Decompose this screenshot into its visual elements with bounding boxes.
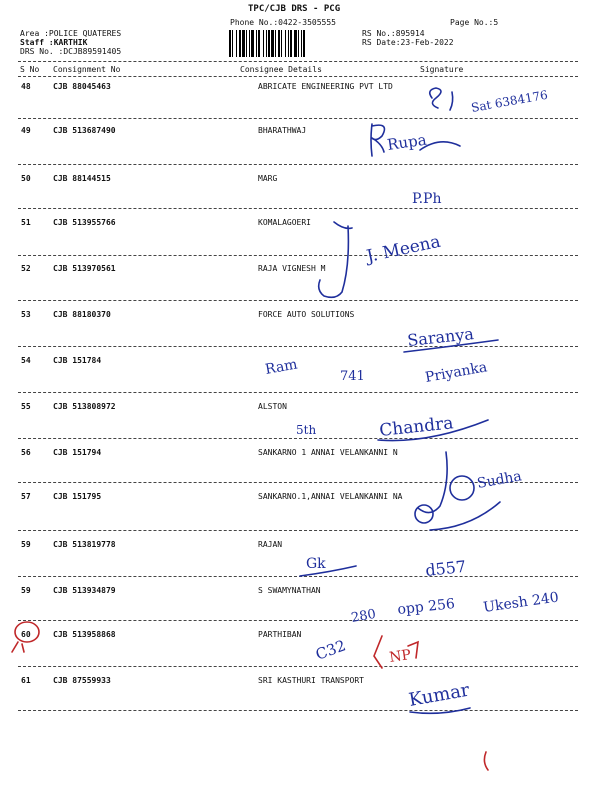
row-sno: 61 — [21, 676, 31, 685]
divider — [18, 61, 578, 62]
signature-53: Saranya — [406, 324, 475, 350]
table-row — [0, 174, 600, 186]
row-consignee: RAJAN — [258, 540, 283, 549]
signature-54a: Ram — [263, 356, 299, 378]
barcode — [229, 30, 353, 57]
row-consignee: S SWAMYNATHAN — [258, 586, 321, 595]
row-divider — [18, 666, 578, 667]
row-sno: 60 — [21, 630, 31, 639]
signature-55a: 5th — [296, 423, 317, 437]
staff-label: Staff :KARTHIK — [20, 38, 88, 47]
row-sno: 50 — [21, 174, 31, 183]
row-sno: 51 — [21, 218, 31, 227]
signature-50: P.Ph — [412, 191, 442, 207]
row-consignee: MARG — [258, 174, 278, 183]
table-row — [0, 402, 600, 414]
page-number: Page No.:5 — [450, 18, 499, 27]
drs-number: DRS No. :DCJB89591405 — [20, 47, 122, 56]
row-consignment-no: CJB 513687490 — [53, 126, 116, 135]
signature-60b: C32 — [313, 636, 349, 664]
row-sno: 57 — [21, 492, 31, 501]
row-sno: 49 — [21, 126, 31, 135]
table-row — [0, 126, 600, 138]
row-sno: 55 — [21, 402, 31, 411]
col-consignment: Consignment No — [53, 65, 121, 74]
row-divider — [18, 300, 578, 301]
row-sno: 53 — [21, 310, 31, 319]
row-sno: 56 — [21, 448, 31, 457]
signature-48: Sat 6384176 — [470, 87, 549, 115]
rs-date: RS Date:23-Feb-2022 — [362, 38, 454, 47]
row-consignee: SRI KASTHURI TRANSPORT — [258, 676, 364, 685]
signature-51: J. Meena — [364, 231, 443, 267]
signature-54c: Priyanka — [423, 359, 489, 386]
table-row — [0, 492, 600, 504]
table-row — [0, 218, 600, 230]
row-consignment-no: CJB 151794 — [53, 448, 102, 457]
area-label: Area :POLICE QUATERES — [20, 29, 122, 38]
signature-59d: Ukesh 240 — [482, 589, 560, 616]
signature-59b: d557 — [424, 556, 467, 580]
row-consignee: SANKARNO.1,ANNAI VELANKANNI NA — [258, 492, 403, 501]
row-consignment-no: CJB 151795 — [53, 492, 102, 501]
row-consignment-no: CJB 513970561 — [53, 264, 116, 273]
row-consignment-no: CJB 513934879 — [53, 586, 116, 595]
row-consignee: RAJA VIGNESH M — [258, 264, 326, 273]
table-row — [0, 264, 600, 276]
row-divider — [18, 118, 578, 119]
row-consignment-no: CJB 88180370 — [53, 310, 111, 319]
col-signature: Signature — [420, 65, 464, 74]
row-divider — [18, 438, 578, 439]
row-consignee: ABRICATE ENGINEERING PVT LTD — [258, 82, 393, 91]
row-consignment-no: CJB 513958868 — [53, 630, 116, 639]
row-consignment-no: CJB 87559933 — [53, 676, 111, 685]
np-mark: NP — [388, 647, 413, 666]
signature-56: Sudha — [475, 468, 523, 492]
row-divider — [18, 392, 578, 393]
signature-59c: opp 256 — [396, 596, 456, 618]
signature-60a: 280 — [350, 606, 378, 626]
row-sno: 54 — [21, 356, 31, 365]
col-consignee: Consignee Details — [240, 65, 322, 74]
row-consignee: FORCE AUTO SOLUTIONS — [258, 310, 355, 319]
signature-61: Kumar — [407, 679, 472, 711]
row-consignee: BHARATHWAJ — [258, 126, 307, 135]
table-row — [0, 630, 600, 642]
row-divider — [18, 255, 578, 256]
divider — [18, 76, 578, 77]
table-row — [0, 82, 600, 94]
row-consignment-no: CJB 88144515 — [53, 174, 111, 183]
row-sno: 59 — [21, 586, 31, 595]
row-divider — [18, 530, 578, 531]
row-sno: 52 — [21, 264, 31, 273]
row-divider — [18, 620, 578, 621]
row-divider — [18, 346, 578, 347]
col-sno: S No — [20, 65, 40, 74]
table-row — [0, 676, 600, 688]
signature-59a: Gk — [306, 556, 326, 572]
row-divider — [18, 164, 578, 165]
table-row — [0, 356, 600, 368]
row-consignment-no: CJB 513819778 — [53, 540, 116, 549]
row-divider — [18, 208, 578, 209]
row-consignee: ALSTON — [258, 402, 287, 411]
row-consignment-no: CJB 513955766 — [53, 218, 116, 227]
table-row — [0, 586, 600, 598]
signature-49: Rupa — [386, 130, 428, 154]
table-row — [0, 310, 600, 322]
table-row — [0, 448, 600, 460]
table-row — [0, 540, 600, 552]
signature-54b: 741 — [340, 369, 365, 384]
row-consignee: KOMALAGOERI — [258, 218, 311, 227]
row-sno: 59 — [21, 540, 31, 549]
phone-number: Phone No.:0422-3505555 — [230, 18, 336, 27]
sheet-title: TPC/CJB DRS - PCG — [248, 4, 341, 14]
signature-55b: Chandra — [378, 413, 455, 441]
row-divider — [18, 576, 578, 577]
rs-number: RS No.:895914 — [362, 29, 425, 38]
row-consignee: PARTHIBAN — [258, 630, 302, 639]
row-sno: 48 — [21, 82, 31, 91]
row-consignee: SANKARNO 1 ANNAI VELANKANNI N — [258, 448, 398, 457]
row-consignment-no: CJB 513808972 — [53, 402, 116, 411]
row-divider — [18, 710, 578, 711]
row-consignment-no: CJB 151784 — [53, 356, 102, 365]
row-consignment-no: CJB 88045463 — [53, 82, 111, 91]
row-divider — [18, 482, 578, 483]
